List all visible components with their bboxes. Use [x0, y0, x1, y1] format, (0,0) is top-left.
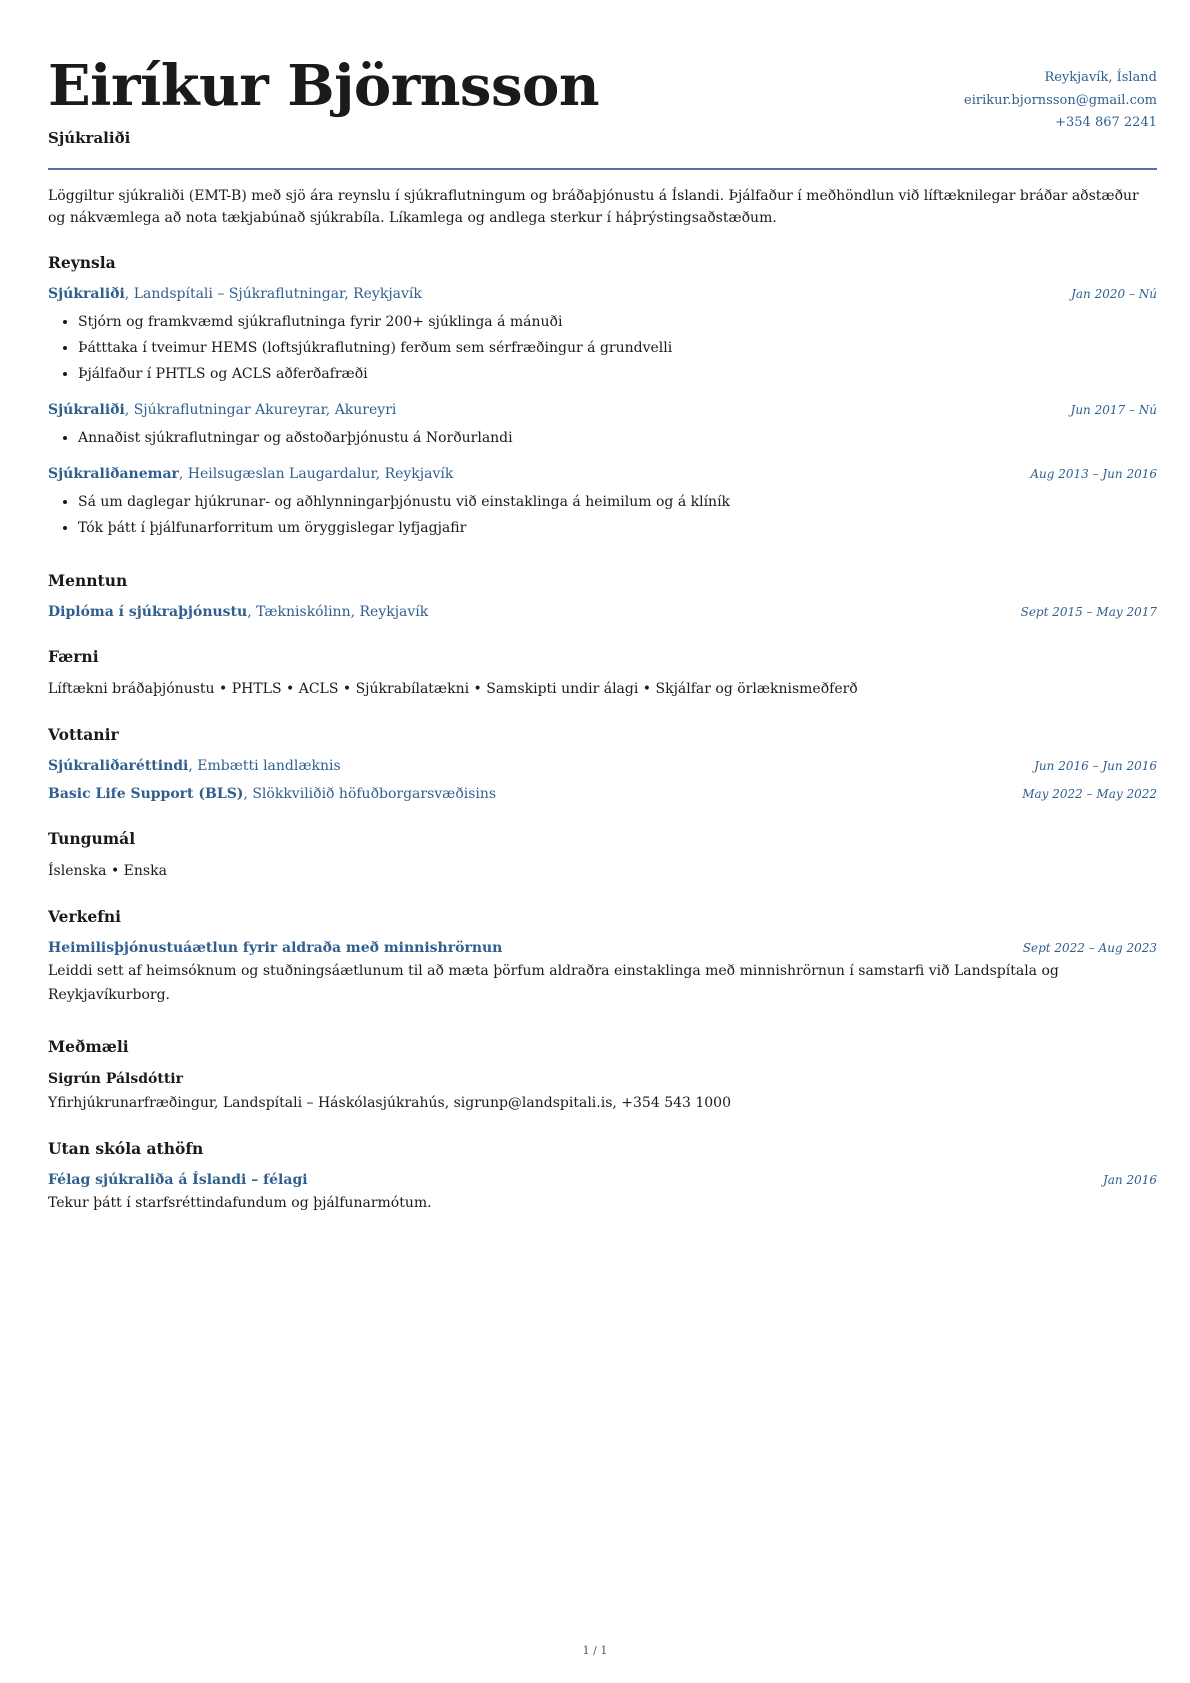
section-heading-education: Menntun [48, 571, 128, 590]
project-entry [48, 937, 1157, 959]
activity-date: Jan 2016 [1102, 1173, 1157, 1187]
job-org: , Heilsugæslan Laugardalur, Reykjavík [178, 466, 454, 482]
job-role: Sjúkraliði [48, 286, 125, 302]
certification-entry [48, 755, 1157, 777]
bullet: • Annaðist sjúkraflutningar og aðstoðarþjónustu á Norðurlandi [78, 425, 1157, 451]
section-heading-languages: Tungumál [48, 829, 136, 848]
job-entry [48, 283, 1157, 387]
education-entry [48, 601, 1157, 623]
education-date: Sept 2015 – May 2017 [1020, 605, 1157, 619]
job-entry [48, 399, 1157, 451]
bullet: • Sá um daglegar hjúkrunar- og aðhlynningarþjónustu við einstaklinga á heimilum og á klíník [78, 489, 1157, 515]
bullet: • Þjálfaður í PHTLS og ACLS aðferðafræði [78, 361, 1157, 387]
page-number: 1 / 1 [582, 1644, 608, 1657]
job-role: Sjúkraliði [48, 402, 125, 418]
summary: Löggiltur sjúkraliði (EMT-B) með sjö ára reynslu í sjúkraflutningum og bráðaþjónustu á Íslandi. Þjálfaður í meðhöndlun við líftæknilegar bráðar aðstæður og nákvæmlega að nota tækjabúnað sjúkrabíla. Líkamlega og andlega sterkur í háþrýstingsaðstæðum. [48, 188, 1139, 226]
reference-name: Sigrún Pálsdóttir [48, 1071, 184, 1087]
cert-name: Basic Life Support (BLS) [48, 786, 244, 802]
section-heading-experience: Reynsla [48, 253, 116, 272]
section-heading-references: Meðmæli [48, 1037, 129, 1056]
job-title: Sjúkraliði [48, 129, 131, 147]
job-role: Sjúkraliðanemar [48, 466, 179, 482]
candidate-name: Eiríkur Björnsson [48, 53, 600, 119]
bullet: • Tók þátt í þjálfunarforritum um öryggislegar lyfjagjafir [78, 515, 1157, 541]
project-description: Leiddi sett af heimsóknum og stuðningsáætlunum til að mæta þörfum aldraðra einstaklinga með minnishrörnun í samstarfi við Landspítala og Reykjavíkurborg. [48, 963, 1059, 1003]
email-link[interactable]: eirikur.bjornsson@gmail.com [964, 92, 1157, 108]
cert-issuer: , Slökkviliðið höfuðborgarsvæðisins [243, 786, 497, 802]
job-org: , Sjúkraflutningar Akureyrar, Akureyri [124, 402, 397, 418]
activity-entry [48, 1169, 1157, 1191]
degree: Diplóma í sjúkraþjónustu [48, 604, 248, 620]
cert-name: Sjúkraliðaréttindi [48, 758, 189, 774]
phone: +354 867 2241 [1055, 115, 1157, 130]
cert-issuer: , Embætti landlæknis [188, 758, 341, 774]
activity-name: Félag sjúkraliða á Íslandi – félagi [48, 1172, 308, 1188]
certification-entry [48, 783, 1157, 805]
location: Reykjavík, Ísland [1044, 70, 1157, 85]
contact-info [964, 67, 1157, 135]
project-date: Sept 2022 – Aug 2023 [1022, 941, 1157, 955]
section-heading-projects: Verkefni [48, 907, 122, 926]
job-date: Jan 2020 – Nú [1071, 287, 1157, 301]
activity-description: Tekur þátt í starfsréttindafundum og þjálfunarmótum. [48, 1195, 432, 1211]
header-divider [48, 168, 1157, 170]
cert-date: Jun 2016 – Jun 2016 [1034, 759, 1157, 773]
cert-date: May 2022 – May 2022 [1022, 787, 1157, 801]
skills-list: Líftækni bráðaþjónustu • PHTLS • ACLS • Sjúkrabílatækni • Samskipti undir álagi • Skjálfar og örlæknismeðferð [48, 681, 858, 697]
school: , Tækniskólinn, Reykjavík [247, 604, 429, 620]
job-date: Jun 2017 – Nú [1070, 403, 1157, 417]
project-name: Heimilisþjónustuáætlun fyrir aldraða með minnishrörnun [48, 940, 503, 956]
languages-list: Íslenska • Enska [48, 863, 167, 879]
bullet: • Stjórn og framkvæmd sjúkraflutninga fyrir 200+ sjúklinga á mánuði [78, 309, 1157, 335]
job-entry [48, 463, 1157, 541]
reference-detail: Yfirhjúkrunarfræðingur, Landspítali – Háskólasjúkrahús, sigrunp@landspitali.is, +354 543 1000 [48, 1095, 731, 1111]
section-heading-certifications: Vottanir [48, 725, 119, 744]
bullet: • Þátttaka í tveimur HEMS (loftsjúkraflutning) ferðum sem sérfræðingur á grundvelli [78, 335, 1157, 361]
job-org: , Landspítali – Sjúkraflutningar, Reykjavík [124, 286, 422, 302]
job-date: Aug 2013 – Jun 2016 [1030, 467, 1157, 481]
section-heading-skills: Færni [48, 647, 99, 666]
section-heading-activities: Utan skóla athöfn [48, 1139, 204, 1158]
